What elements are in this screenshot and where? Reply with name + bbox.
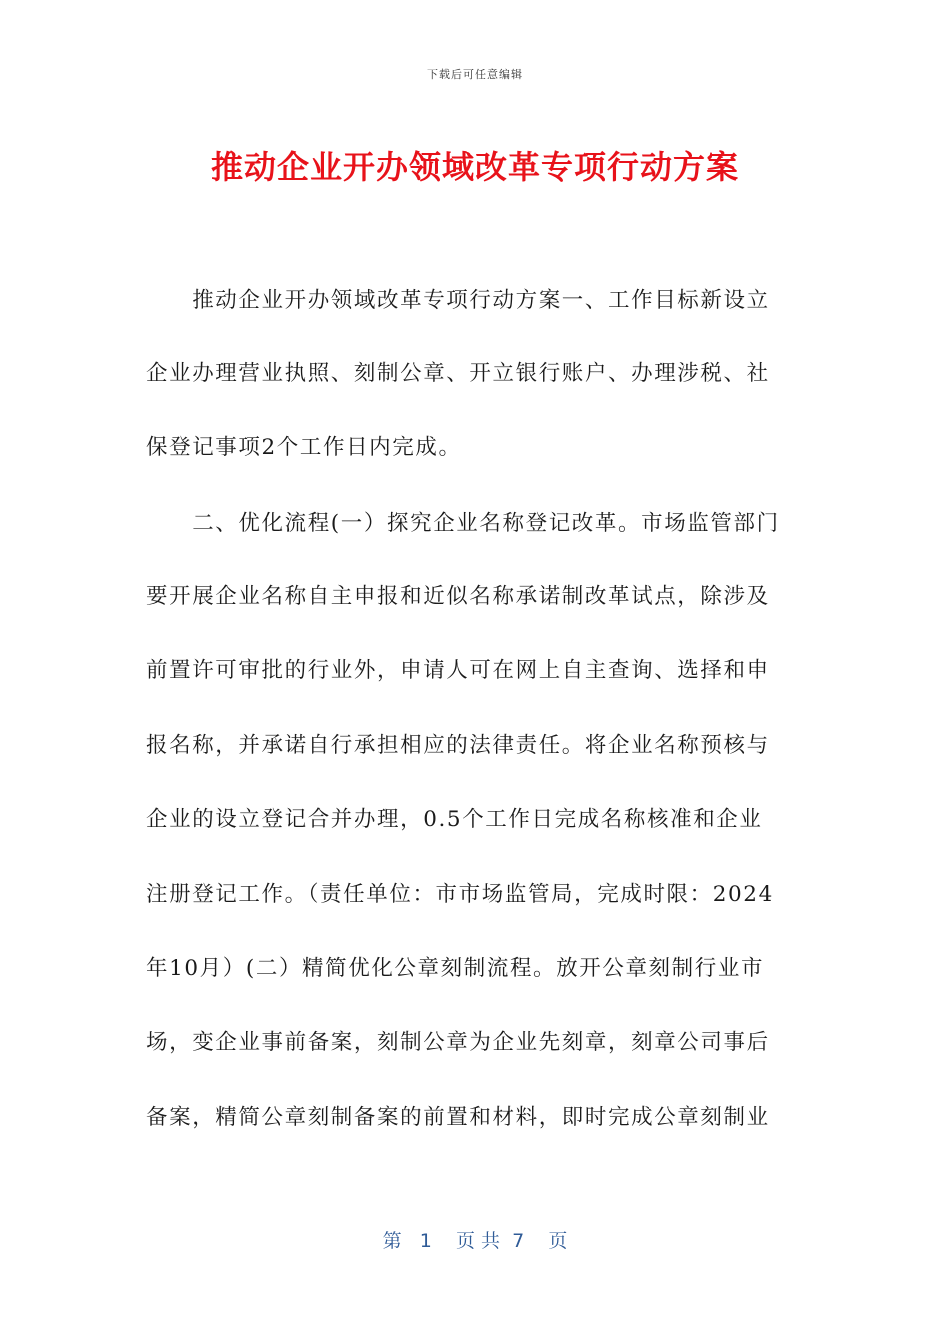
body-line: 报名称，并承诺自行承担相应的法律责任。将企业名称预核与: [146, 733, 770, 758]
body-line: 场，变企业事前备案，刻制公章为企业先刻章，刻章公司事后: [146, 1030, 770, 1055]
body-line: 企业的设立登记合并办理，0.5个工作日完成名称核准和企业: [146, 807, 763, 832]
body-line: 注册登记工作。（责任单位：市市场监管局，完成时限：2024: [146, 882, 774, 907]
body-line: 前置许可审批的行业外，申请人可在网上自主查询、选择和申: [146, 658, 770, 683]
body-line: 二、优化流程(一）探究企业名称登记改革。市场监管部门: [146, 511, 780, 536]
page-number-footer: 第 1 页 共 7 页: [382, 1230, 568, 1252]
body-line: 企业办理营业执照、刻制公章、开立银行账户、办理涉税、社: [146, 361, 770, 386]
body-line: 备案，精简公章刻制备案的前置和材料，即时完成公章刻制业: [146, 1105, 770, 1130]
body-line: 保登记事项2个工作日内完成。: [146, 435, 462, 460]
body-line: 推动企业开办领域改革专项行动方案一、工作目标新设立: [146, 288, 770, 313]
body-line: 要开展企业名称自主申报和近似名称承诺制改革试点，除涉及: [146, 584, 770, 609]
header-note: 下载后可任意编辑: [427, 68, 523, 81]
body-line: 年10月）(二）精简优化公章刻制流程。放开公章刻制行业市: [146, 956, 765, 981]
document-title: 推动企业开办领域改革专项行动方案: [210, 148, 739, 186]
